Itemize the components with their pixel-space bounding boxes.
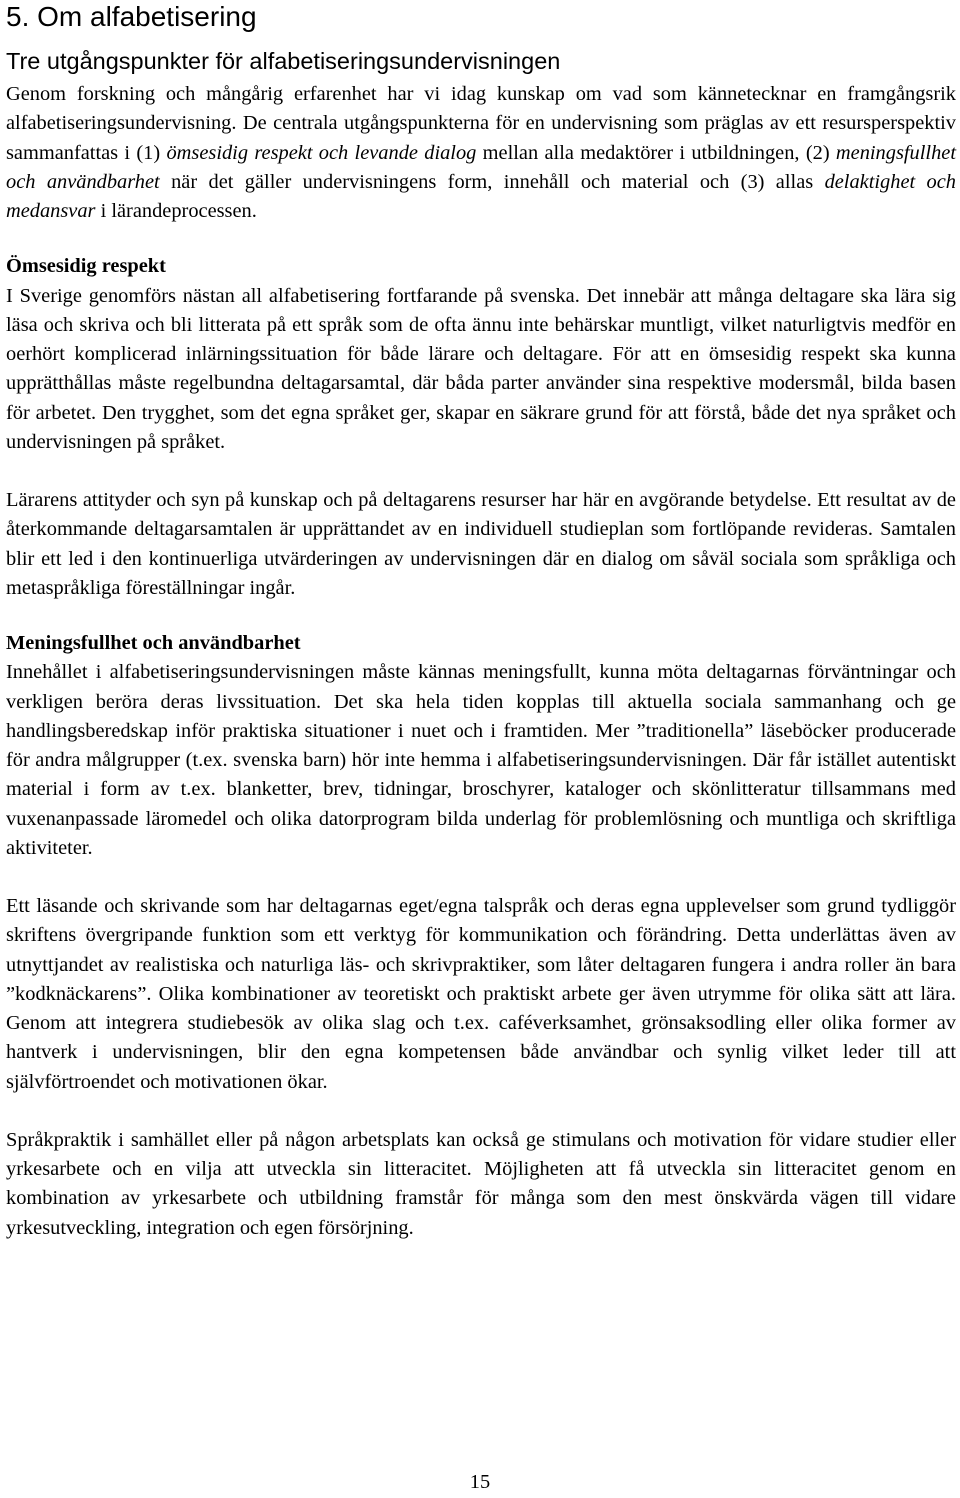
section-title: Tre utgångspunkter för alfabetiseringsundervisningen [6,48,561,74]
respekt-paragraph-2: Lärarens attityder och syn på kunskap och på deltagarens resurser har här en avgörande betydelse. Ett resultat av de återkommande deltagarsamtalen är upprättandet av en individuell studieplan som fortlöpande revideras. Samtalen blir ett led i den kontinuerliga utvärderingen av undervisningen där en dialog om såväl sociala som språkliga och metaspråkliga föreställningar ingår. [6,489,956,599]
intro-text-3: när det gäller undervisningens form, innehåll och material och (3) allas [159,170,825,193]
intro-emphasis-3: delaktighet och medansvar [6,170,956,222]
intro-text-2: mellan alla medaktörer i utbildningen, (2) [476,141,836,164]
meningsfullhet-paragraph-2: Ett läsande och skrivande som har deltagarnas eget/egna talspråk och deras egna upplevelser som grund tydliggör skriftens övergripande funktion som ett verktyg för kommunikation och förändring. Detta underlättas även av utnyttjandet av realistiska och naturliga läs- och skrivpraktiker, som låter deltagaren fungera i andra roller än bara ”kodknäckarens”. Olika kombinationer av teoretiskt och praktiskt arbete ger även utrymme för olika sätt att lära. Genom att integrera studiebesök av olika slag och t.ex. caféverksamhet, grönsaksodling eller olika former av hantverk i undervisningen, blir den egna kompetensen både användbar och synlig vilket leder till att självförtroendet och motivationen ökar. [6,895,956,1093]
intro-paragraph [6,80,956,226]
intro-text-4: i lärandeprocessen. [95,200,257,222]
chapter-title: 5. Om alfabetisering [6,1,257,32]
heading-omsesidig-respekt: Ömsesidig respekt [6,255,166,278]
meningsfullhet-paragraph-1: Innehållet i alfabetiseringsundervisningen måste kännas meningsfullt, kunna möta deltagarnas förväntningar och verkligen beröra deras livssituation. Det ska hela tiden kopplas till aktuella sociala sammanhang och ge handlingsberedskap inför praktiska situationer i nuet och i framtiden. Mer ”traditionella” läseböcker producerade för andra målgrupper (t.ex. svenska barn) hör inte hemma i alfabetiseringsundervisningen. Där får istället autentiskt material i form av t.ex. blanketter, brev, tidningar, broschyrer, kataloger och skönlitteratur tillsammans med vuxenanpassade läromedel och olika datorprogram bilda underlag för problemlösning och muntliga och skriftliga aktiviteter. [6,661,956,859]
document-page [6,0,956,1243]
meningsfullhet-paragraph-3: Språkpraktik i samhället eller på någon arbetsplats kan också ge stimulans och motivation för vidare studier eller yrkesarbete och en vilja att utveckla sin litteracitet. Möjligheten att få utveckla sin litteracitet genom en kombination av yrkesarbete och utbildning framstår för många som den mest önskvärda vägen till vidare yrkesutveckling, integration och egen försörjning. [6,1128,956,1239]
heading-meningsfullhet: Meningsfullhet och användbarhet [6,632,301,654]
intro-emphasis-2: meningsfullhet och användbarhet [6,141,956,193]
page-number: 15 [469,1471,491,1493]
intro-text-1: Genom forskning och mångårig erfarenhet har vi idag kunskap om vad som kännetecknar en framgångsrik alfabetiseringsundervisning. De centrala utgångspunkterna för en undervisning som präglas av ett resursperspektiv sammanfattas i (1) [6,83,956,164]
intro-emphasis-1: ömsesidig respekt och levande dialog [166,141,477,164]
respekt-paragraph-1: I Sverige genomförs nästan all alfabetisering fortfarande på svenska. Det innebär att många deltagare ska lära sig läsa och skriva och bli litterata på ett språk som de ofta ännu inte behärskar muntligt, vilket naturligtvis medför en oerhört komplicerad inlärningssituation för både lärare och deltagare. För att en ömsesidig respekt ska kunna upprätthållas måste regelbundna deltagarsamtal, där båda parter använder sina respektive modersmål, bilda basen för arbetet. Den trygghet, som det egna språket ger, skapar en säkrare grund för att förstå, både det nya språket och undervisningen på språket. [6,284,956,453]
